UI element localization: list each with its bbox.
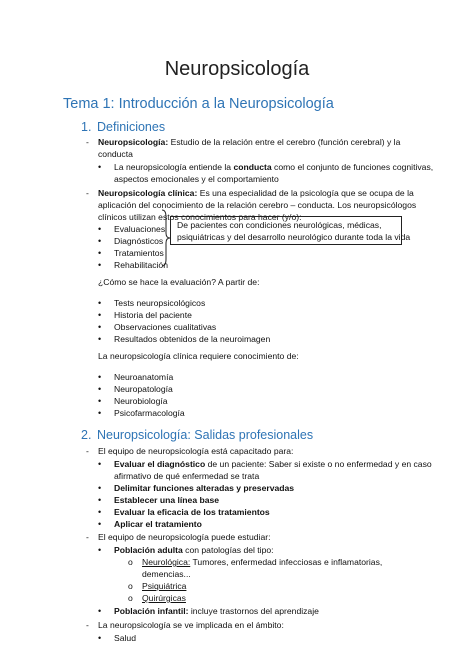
bullet-marker: •	[98, 334, 102, 344]
bullet-marker: •	[98, 507, 102, 517]
population-child	[114, 605, 319, 617]
list-item-use: Tratamientos	[114, 248, 164, 258]
callout-line: psiquiátricas y del desarrollo neurológico durante toda la vida	[177, 232, 411, 242]
underlined-term: Neurológica:	[142, 557, 191, 567]
list-item-scope: Salud	[114, 633, 136, 643]
list-item-knowledge: Neuroanatomía	[114, 372, 174, 382]
bullet-marker: •	[98, 633, 102, 643]
bullet-marker: •	[98, 396, 102, 406]
text-span: Tumores, enfermedad infecciosas e inflamatorias,	[190, 557, 383, 567]
dash-marker: -	[86, 446, 89, 456]
text-span: como el conjunto de funciones cognitivas,	[271, 162, 434, 172]
capability-item: Aplicar el tratamiento	[114, 519, 202, 529]
section-1-title: Definiciones	[97, 120, 166, 134]
circle-marker: o	[128, 581, 133, 591]
chapter-heading: Tema 1: Introducción a la Neuropsicología	[63, 96, 334, 112]
list-item-eval: Resultados obtenidos de la neuroimagen	[114, 334, 271, 344]
dash-marker: -	[86, 620, 89, 630]
sub-item-psiquiatrica: Psiquiátrica	[142, 581, 187, 591]
page-title: Neuropsicología	[164, 58, 310, 80]
capability-item: Delimitar funciones alteradas y preservadas	[114, 483, 295, 493]
bold-term: conducta	[233, 162, 272, 172]
bullet-marker: •	[98, 162, 102, 172]
list-item-use: Diagnósticos	[114, 236, 164, 246]
definition-neuropsicologia	[98, 136, 400, 148]
bold-term: Población adulta	[114, 545, 183, 555]
circle-marker: o	[128, 557, 133, 567]
scope-intro: La neuropsicología se ve implicada en el ámbito:	[98, 620, 284, 630]
bullet-marker: •	[98, 298, 102, 308]
sub-item-cont: demencias...	[142, 569, 191, 579]
list-item-knowledge: Psicofarmacología	[114, 408, 185, 418]
section-2-title: Neuropsicología: Salidas profesionales	[97, 428, 314, 442]
bullet-marker: •	[98, 322, 102, 332]
bullet-marker: •	[98, 483, 102, 493]
bullet-marker: •	[98, 459, 102, 469]
list-item-use: Evaluaciones	[114, 224, 166, 234]
bullet-marker: •	[98, 372, 102, 382]
bullet-marker: •	[98, 408, 102, 418]
list-item-knowledge: Neurobiología	[114, 396, 168, 406]
bullet-marker: •	[98, 384, 102, 394]
circle-marker: o	[128, 593, 133, 603]
capability-item	[114, 458, 432, 470]
definition-text-cont: aplicación del conocimiento de la relación cerebro – conducta. Los neuropsicólogos	[98, 200, 417, 210]
bullet-marker: •	[98, 260, 102, 270]
bullet-marker: •	[98, 310, 102, 320]
sub-bullet-cont: aspectos emocionales y el comportamiento	[114, 174, 279, 184]
term-label: Neuropsicología clínica:	[98, 188, 198, 198]
section-1-number: 1.	[81, 120, 92, 134]
list-item-eval: Historia del paciente	[114, 310, 192, 320]
list-item-knowledge: Neuropatología	[114, 384, 173, 394]
bold-term: Población infantil:	[114, 606, 189, 616]
definition-text: Es una especialidad de la psicología que se ocupa de la	[197, 188, 414, 198]
definition-text-cont: conducta	[98, 149, 133, 159]
dash-marker: -	[86, 532, 89, 542]
callout-line: De pacientes con condiciones neurológicas, médicas,	[177, 220, 382, 230]
text-span: La neuropsicología entiende la	[114, 162, 234, 172]
definition-text: Estudio de la relación entre el cerebro (función cerebral) y la	[168, 137, 401, 147]
text-span: de un paciente: Saber si existe o no enfermedad y en caso	[205, 459, 432, 469]
sub-bullet-conducta	[114, 161, 433, 173]
section-2-number: 2.	[81, 428, 92, 442]
text-span: incluye trastornos del aprendizaje	[188, 606, 319, 616]
definition-clinica	[98, 187, 414, 199]
knowledge-intro: La neuropsicología clínica requiere conocimiento de:	[98, 351, 299, 361]
dash-marker: -	[86, 137, 89, 147]
dash-marker: -	[86, 188, 89, 198]
term-label: Neuropsicología:	[98, 137, 169, 147]
sub-item-neurologica	[142, 556, 382, 568]
bullet-marker: •	[98, 236, 102, 246]
bullet-marker: •	[98, 519, 102, 529]
sub-item-quirurgicas: Quirúrgicas	[142, 593, 186, 603]
list-item-eval: Tests neuropsicológicos	[114, 298, 206, 308]
callout-box	[170, 216, 411, 245]
bullet-marker: •	[98, 248, 102, 258]
team-intro: El equipo de neuropsicología está capacitado para:	[98, 446, 294, 456]
population-adult	[114, 544, 274, 556]
capability-item-cont: afirmativo de qué enfermedad se trata	[114, 471, 260, 481]
bullet-marker: •	[98, 606, 102, 616]
capability-item: Evaluar la eficacia de los tratamientos	[114, 507, 270, 517]
study-intro: El equipo de neuropsicología puede estudiar:	[98, 532, 271, 542]
list-item-use: Rehabilitación	[114, 260, 168, 270]
bold-term: Evaluar el diagnóstico	[114, 459, 206, 469]
capability-item: Establecer una línea base	[114, 495, 220, 505]
evaluation-question: ¿Cómo se hace la evaluación? A partir de:	[98, 277, 260, 287]
bullet-marker: •	[98, 545, 102, 555]
bullet-marker: •	[98, 495, 102, 505]
definition-text-cont: clínicos utilizan estos conocimientos para hacer (y/o):	[98, 212, 302, 222]
bullet-marker: •	[98, 224, 102, 234]
text-span: con patologías del tipo:	[182, 545, 274, 555]
list-item-eval: Observaciones cualitativas	[114, 322, 217, 332]
